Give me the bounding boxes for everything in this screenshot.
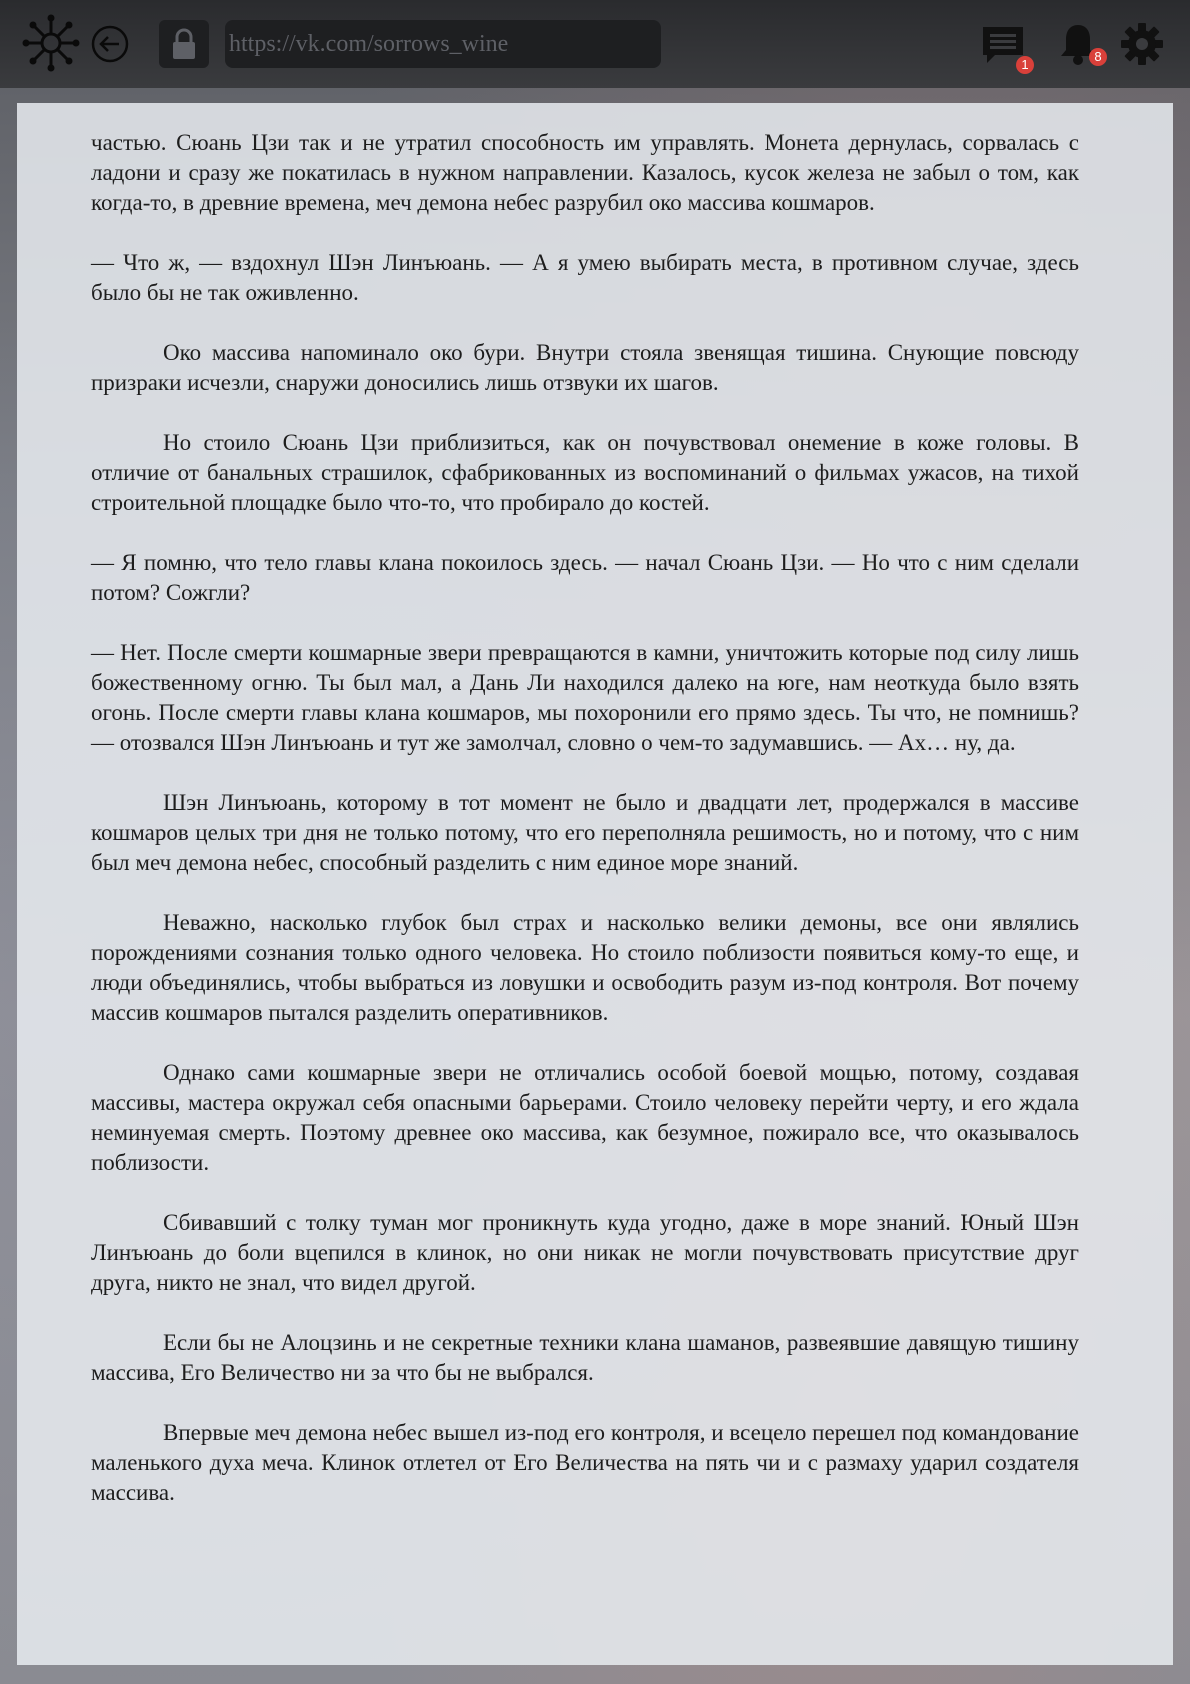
paragraph: Однако сами кошмарные звери не отличались особой боевой мощью, потому, создавая массивы, мастера окружал себя опасными барьерами. Стоило человеку перейти черту, и его ждала неминуемая смерть. Поэтому древнее око массива, как безумное, пожирало все, что оказывалось поблизости. (91, 1060, 1079, 1175)
paragraph: — Что ж, — вздохнул Шэн Линъюань. — А я умею выбирать места, в противном случае, здесь было бы не так оживленно. (91, 250, 1079, 305)
network-logo-icon[interactable] (22, 14, 80, 72)
chapter-text (91, 128, 1079, 1538)
messages-badge: 1 (1016, 56, 1034, 74)
paragraph: Но стоило Сюань Цзи приблизиться, как он почувствовал онемение в коже головы. В отличие от банальных страшилок, сфабрикованных из воспоминаний о фильмах ужасов, на тихой строительной площадке было что-то, что пробирало до костей. (91, 430, 1079, 515)
bell-icon[interactable] (1055, 20, 1101, 68)
browser-toolbar (0, 0, 1190, 88)
paragraph: Шэн Линъюань, которому в тот момент не было и двадцати лет, продержался в массиве кошмаров целых три дня не только потому, что его переполняла решимость, но и потому, что с ним был меч демона небес, способный разделить с ним единое море знаний. (91, 790, 1079, 875)
messages-icon[interactable] (978, 22, 1029, 72)
paragraph: частью. Сюань Цзи так и не утратил способность им управлять. Монета дернулась, сорвалась с ладони и сразу же покатилась в нужном направлении. Казалось, кусок железа не забыл о том, как когда-то, в древние времена, меч демона небес разрубил око массива кошмаров. (91, 130, 1079, 215)
paragraph: Неважно, насколько глубок был страх и насколько велики демоны, все они являлись порождениями сознания только одного человека. Но стоило поблизости появиться кому-то еще, и люди объединялись, чтобы выбраться из ловушки и освободить разум из-под контроля. Вот почему массив кошмаров пытался разделить оперативников. (91, 910, 1079, 1025)
back-arrow-icon[interactable] (90, 24, 130, 64)
paragraph: Впервые меч демона небес вышел из-под его контроля, и всецело перешел под командование маленького духа меча. Клинок отлетел от Его Величества на пять чи и с размаху ударил создателя массива. (91, 1420, 1079, 1505)
text-page (17, 103, 1173, 1665)
paragraph: — Я помню, что тело главы клана покоилось здесь. — начал Сюань Цзи. — Но что с ним сделали потом? Сожгли? (91, 550, 1079, 605)
paragraph: Око массива напоминало око бури. Внутри стояла звенящая тишина. Снующие повсюду призраки исчезли, снаружи доносились лишь отзвуки их шагов. (91, 340, 1079, 395)
gear-icon[interactable] (1118, 20, 1166, 68)
paragraph: Если бы не Алоцзинь и не секретные техники клана шаманов, развеявшие давящую тишину массива, Его Величество ни за что бы не выбрался. (91, 1330, 1079, 1385)
lock-icon[interactable] (159, 20, 209, 68)
paragraph: Сбивавший с толку туман мог проникнуть куда угодно, даже в море знаний. Юный Шэн Линъюань до боли вцепился в клинок, но они никак не могли почувствовать присутствие друг друга, никто не знал, что видел другой. (91, 1210, 1079, 1295)
address-bar-input[interactable] (225, 20, 661, 68)
paragraph: — Нет. После смерти кошмарные звери превращаются в камни, уничтожить которые под силу лишь божественному огню. Ты был мал, а Дань Ли находился далеко на юге, нам неоткуда было взять огонь. После смерти главы клана кошмаров, мы похоронили его прямо здесь. Ты что, не помнишь? — отозвался Шэн Линъюань и тут же замолчал, словно о чем-то задумавшись. — Ах… ну, да. (91, 640, 1079, 755)
notifications-badge: 8 (1089, 48, 1107, 66)
